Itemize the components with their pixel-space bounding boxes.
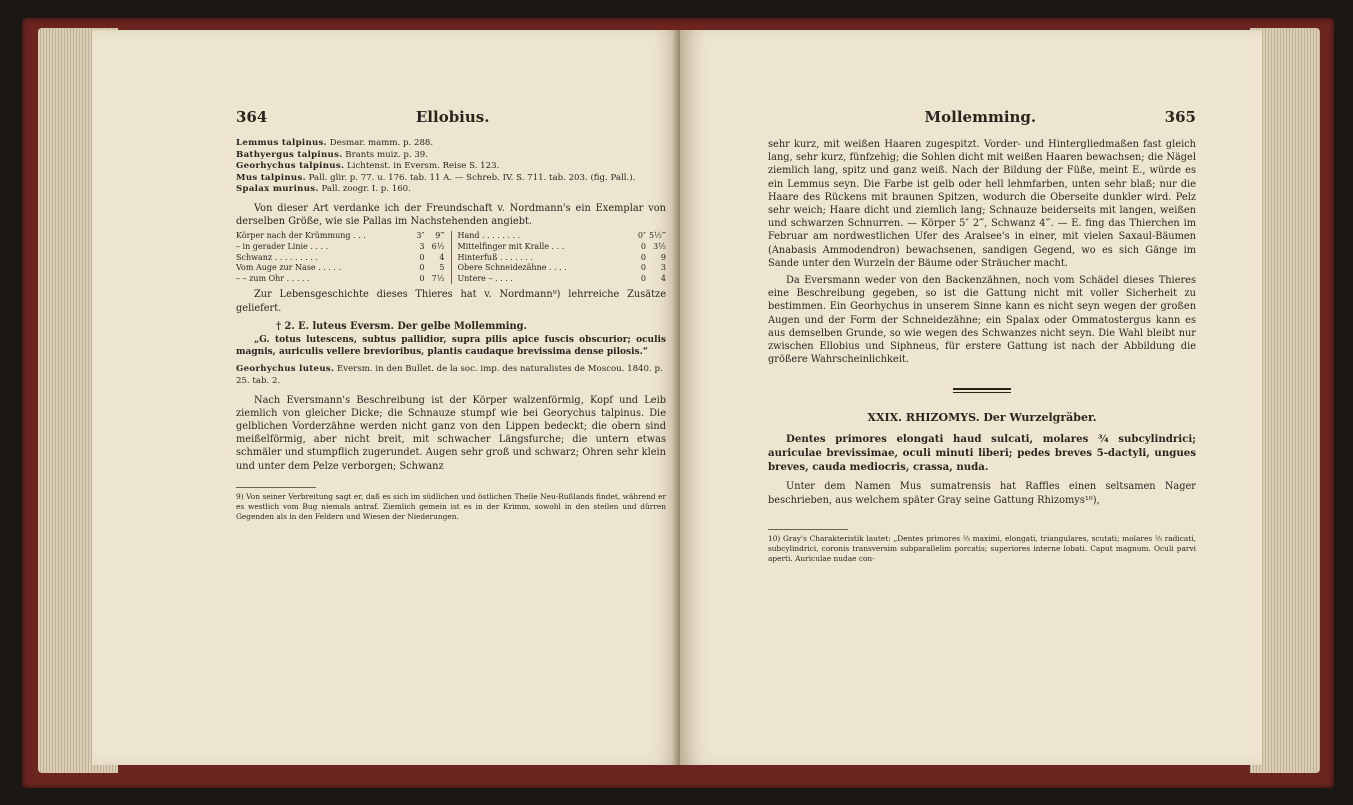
synonym-entry: Mus talpinus. Pall. glir. p. 77. u. 176. tab. 11 A. — Schreb. IV. S. 711. tab. 203. (fig. Pall.).: [236, 172, 636, 183]
intro-paragraph: Von dieser Art verdanke ich der Freundschaft v. Nordmann's ein Exemplar von derselben Größe, wie sie Pallas im Nachstehenden angiebt.: [236, 202, 666, 228]
genus-paragraph: Unter dem Namen Mus sumatrensis hat Raffles einen seltsamen Nager beschrieben, aus welchem später Gray seine Gattung Rhizomys¹⁰),: [768, 481, 1196, 506]
species-synonym: Georhychus luteus. Eversm. in den Bullet. de la soc. imp. des naturalistes de Moscou. 1840. p. 25. tab. 2.: [236, 364, 663, 386]
measurement-row: Mittelfinger mit Kralle . . . 0 3½: [457, 241, 666, 251]
measurement-row: Körper nach der Krümmung . . . 3″ 9‴: [236, 231, 445, 241]
synonym-entry: Georhychus talpinus. Lichtenst. in Eversm. Reise S. 123.: [236, 161, 500, 172]
right-running-title: Mollemming.: [924, 108, 1037, 126]
measurement-table: [236, 231, 666, 284]
right-page-number: 365: [1164, 108, 1196, 126]
synonym-entry: Bathyergus talpinus. Brants muiz. p. 39.: [236, 149, 428, 160]
footnote: 9) Von seiner Verbreitung sagt er, daß es sich im südlichen und östlichen Theile Neu-Rußlands findet, während er es westlich vom Bug niemals antraf. Ziemlich gemein ist es in der Krimm, sowohl in den steilen und dürren Gegenden als in den Feldern und Wiesen der Niederungen.: [236, 491, 666, 521]
synonym-list: [236, 138, 666, 196]
left-running-head: [236, 108, 666, 130]
measurement-row: Vom Auge zur Nase . . . . . 0 5: [236, 263, 445, 273]
section-divider: [953, 388, 1011, 393]
genus-diagnosis: Dentes primores elongati haud sulcati, molares ¾ subcylindrici; auriculae brevissimae, oculi minuti liberi; pedes breves 5-dactyli, ungues breves, cauda mediocris, crassa, nuda.: [768, 433, 1196, 474]
left-page-number: 364: [236, 108, 268, 126]
right-page: [680, 30, 1262, 765]
measurement-row: Hand . . . . . . . . 0″ 5½‴: [457, 231, 666, 241]
footnote-rule: [236, 487, 316, 488]
measurement-column-left: [236, 231, 452, 284]
measurement-column-right: [452, 231, 667, 284]
measurement-row: – in gerader Linie . . . . 3 6½: [236, 241, 445, 251]
left-running-title: Ellobius.: [415, 108, 490, 126]
measurement-row: Untere – . . . . 0 4: [457, 273, 666, 283]
left-page: [92, 30, 680, 765]
synonym-entry: Lemmus talpinus. Desmar. mamm. p. 288.: [236, 138, 434, 148]
measurement-row: Obere Schneidezähne . . . . 0 3: [457, 263, 666, 273]
life-history-paragraph: Zur Lebensgeschichte dieses Thieres hat v. Nordmann⁹) lehrreiche Zusätze geliefert.: [236, 289, 666, 314]
footnote: 10) Gray's Charakteristik lautet: „Dentes primores ⅔ maximi, elongati, triangulares, scutati; molares ⅔ radicati, subcylindrici, coronis transversim subparallelim porcatis; superiores interne lobati. Caput magnum. Oculi parvi aperti. Auriculae nudae con-: [768, 533, 1196, 563]
measurement-row: Hinterfuß . . . . . . . 0 9: [457, 252, 666, 262]
left-page-content: [236, 108, 666, 522]
species-heading: † 2. E. luteus Eversm. Der gelbe Mollemming.: [276, 320, 527, 332]
description-paragraph: Nach Eversmann's Beschreibung ist der Körper walzenförmig, Kopf und Leib ziemlich von gleicher Dicke; die Schnauze stumpf wie bei Georychus talpinus. Die gelblichen Vorderzähne werden nicht ganz von den Lippen bedeckt; die obern sind meißelförmig, aber nicht breit, mit schwacher Längsfurche; die untern etwas schmäler und stumpflich zugerundet. Augen sehr groß und schwarz; Ohren sehr klein und unter dem Pelze verborgen; Schwanz: [236, 394, 666, 472]
measurement-row: – – zum Ohr . . . . . 0 7½: [236, 273, 445, 283]
continuation-paragraph: sehr kurz, mit weißen Haaren zugespitzt. Vorder- und Hintergliedmaßen fast gleich lang, sehr kurz, fünfzehig; die Sohlen dicht mit weißen Haaren bewachsen; die Nägel ziemlich lang, spitz und ganz weiß. Nach der Bildung der Füße, meint E., würde es ein Lemmus seyn. Die Farbe ist gelb oder hell lehmfarben, unten sehr blaß; nur die Haare des Rückens mit braunen Spitzen, wodurch die Oberseite dunkler wird. Pelz sehr weich; Haare dicht und ziemlich lang; Schnauze beiderseits mit langen, weißen und schwarzen Schnurren. — Körper 5″ 2‴, Schwanz 4‴. — E. fing das Thierchen im Februar am nordwestlichen Ufer des Aralsee's in einer, mit vielen Saxaul-Bäumen (Anabasis Ammodendron) bewachsenen, sandigen Gegend, wo es sich Gänge im Sande unter den Wurzeln der Bäume oder Sträucher macht.: [768, 139, 1196, 269]
measurement-row: Schwanz . . . . . . . . . 0 4: [236, 252, 445, 262]
genus-heading: XXIX. RHIZOMYS. Der Wurzelgräber.: [867, 411, 1097, 425]
species-latin-diagnosis: „G. totus lutescens, subtus pallidior, supra pilis apice fuscis obscurior; oculis magnis, auriculis vellere brevioribus, plantis caudaque brevissima dense pilosis.“: [236, 334, 666, 357]
right-page-content: [768, 108, 1196, 564]
genus-discussion-paragraph: Da Eversmann weder von den Backenzähnen, noch vom Schädel dieses Thieres eine Beschreibung gegeben, so ist die Gattung nicht mit voller Sicherheit zu bestimmen. Ein Georhychus in unserem Sinne kann es nicht seyn wegen der großen Augen und der Form der Schneidezähne; ein Spalax oder Ommatostergus kann es aus demselben Grunde, so wie wegen des Schwanzes nicht seyn. Die Wahl bleibt nur zwischen Ellobius und Siphneus, für erstere Gattung ist nach der Abbildung die größere Wahrscheinlichkeit.: [768, 275, 1196, 366]
synonym-entry: Spalax murinus. Pall. zoogr. I. p. 160.: [236, 184, 411, 195]
right-running-head: [768, 108, 1196, 130]
footnote-rule: [768, 529, 848, 530]
